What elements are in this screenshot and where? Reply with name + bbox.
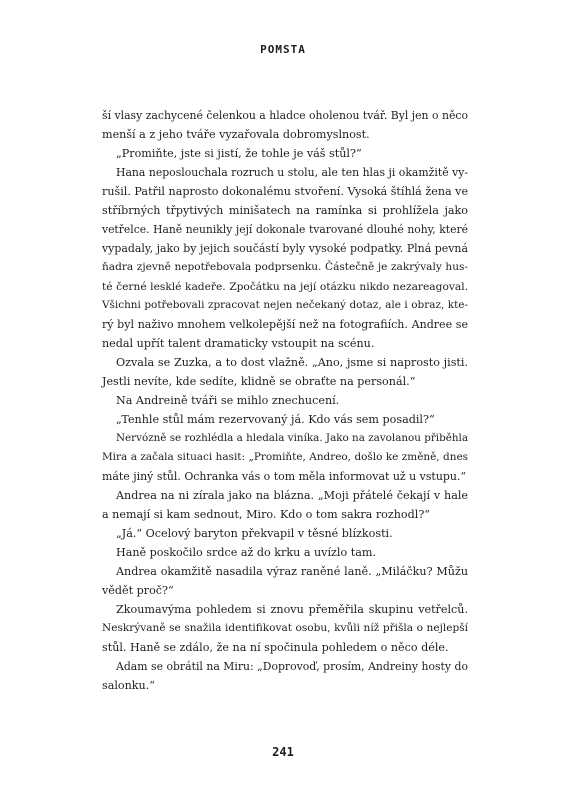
text-line: menší a z jeho tváře vyzařovala dobromyslnost. <box>102 128 370 141</box>
text-line: Adam se obrátil na Miru: „Doprovoď, prosím, Andreiny hosty do <box>116 660 468 673</box>
text-line: Zkoumavýma pohledem si znovu přeměřila skupinu vetřelců. <box>116 603 468 616</box>
text-line: vypadaly, jako by jejich součástí byly vysoké podpatky. Plná pevná <box>102 242 468 255</box>
text-line: Všichni potřebovali zpracovat nejen nečekaný dotaz, ale i obraz, kte- <box>102 299 468 311</box>
text-line: Nervózně se rozhlédla a hledala viníka. Jako na zavolanou přiběhla <box>116 432 468 444</box>
text-line: Ozvala se Zuzka, a to dost vlažně. „Ano, jsme si naprosto jisti. <box>116 356 468 369</box>
text-line: „Já.“ Ocelový baryton překvapil v těsné blízkosti. <box>116 527 393 540</box>
body-text <box>102 106 468 695</box>
text-line: Andrea okamžitě nasadila výraz raněné laně. „Miláčku? Můžu <box>116 565 468 578</box>
running-header-title: POMSTA <box>260 43 306 56</box>
text-line: vetřelce. Haně neunikly její dokonale tvarované dlouhé nohy, které <box>102 223 468 236</box>
text-line: rušil. Patřil naprosto dokonalému stvoření. Vysoká štíhlá žena ve <box>102 185 469 198</box>
text-line: a nemají si kam sednout, Miro. Kdo o tom sakra rozhodl?“ <box>102 508 430 521</box>
text-line: ší vlasy zachycené čelenkou a hladce oholenou tvář. Byl jen o něco <box>102 109 468 122</box>
text-line: „Tenhle stůl mám rezervovaný já. Kdo vás sem posadil?“ <box>116 413 435 426</box>
text-line: vědět proč?“ <box>102 584 174 597</box>
text-line: máte jiný stůl. Ochranka vás o tom měla informovat už u vstupu.“ <box>102 470 466 483</box>
text-line: Haně poskočilo srdce až do krku a uvízlo tam. <box>116 546 376 559</box>
text-line: „Promiňte, jste si jistí, že tohle je váš stůl?“ <box>116 147 362 160</box>
text-line: Mira a začala situaci hasit: „Promiňte, Andreo, došlo ke změně, dnes <box>102 451 468 463</box>
text-line: Neskrývaně se snažila identifikovat osobu, kvůli níž přišla o nejlepší <box>102 622 468 634</box>
text-line: nedal upřít talent dramaticky vstoupit na scénu. <box>102 337 375 350</box>
text-line: ňadra zjevně nepotřebovala podprsenku. Částečně je zakrývaly hus- <box>102 261 468 273</box>
text-line: rý byl naživo mnohem velkolepější než na fotografiích. Andree se <box>102 318 468 331</box>
text-line: Hana neposlouchala rozruch u stolu, ale ten hlas ji okamžitě vy- <box>116 166 468 179</box>
page-number: 241 <box>272 745 294 759</box>
text-line: Jestli nevíte, kde sedíte, klidně se obraťte na personál.“ <box>102 375 416 388</box>
text-line: stříbrných třpytivých minišatech na ramínka si prohlížela jako <box>102 204 468 217</box>
text-line: salonku.“ <box>102 679 155 692</box>
text-line: té černé lesklé kadeře. Zpočátku na její otázku nikdo nezareagoval. <box>102 280 468 293</box>
text-line: Andrea na ni zírala jako na blázna. „Moji přátelé čekají v hale <box>116 489 468 502</box>
text-line: Na Andreině tváři se mihlo znechucení. <box>116 394 340 407</box>
text-line: stůl. Haně se zdálo, že na ní spočinula pohledem o něco déle. <box>102 641 449 654</box>
